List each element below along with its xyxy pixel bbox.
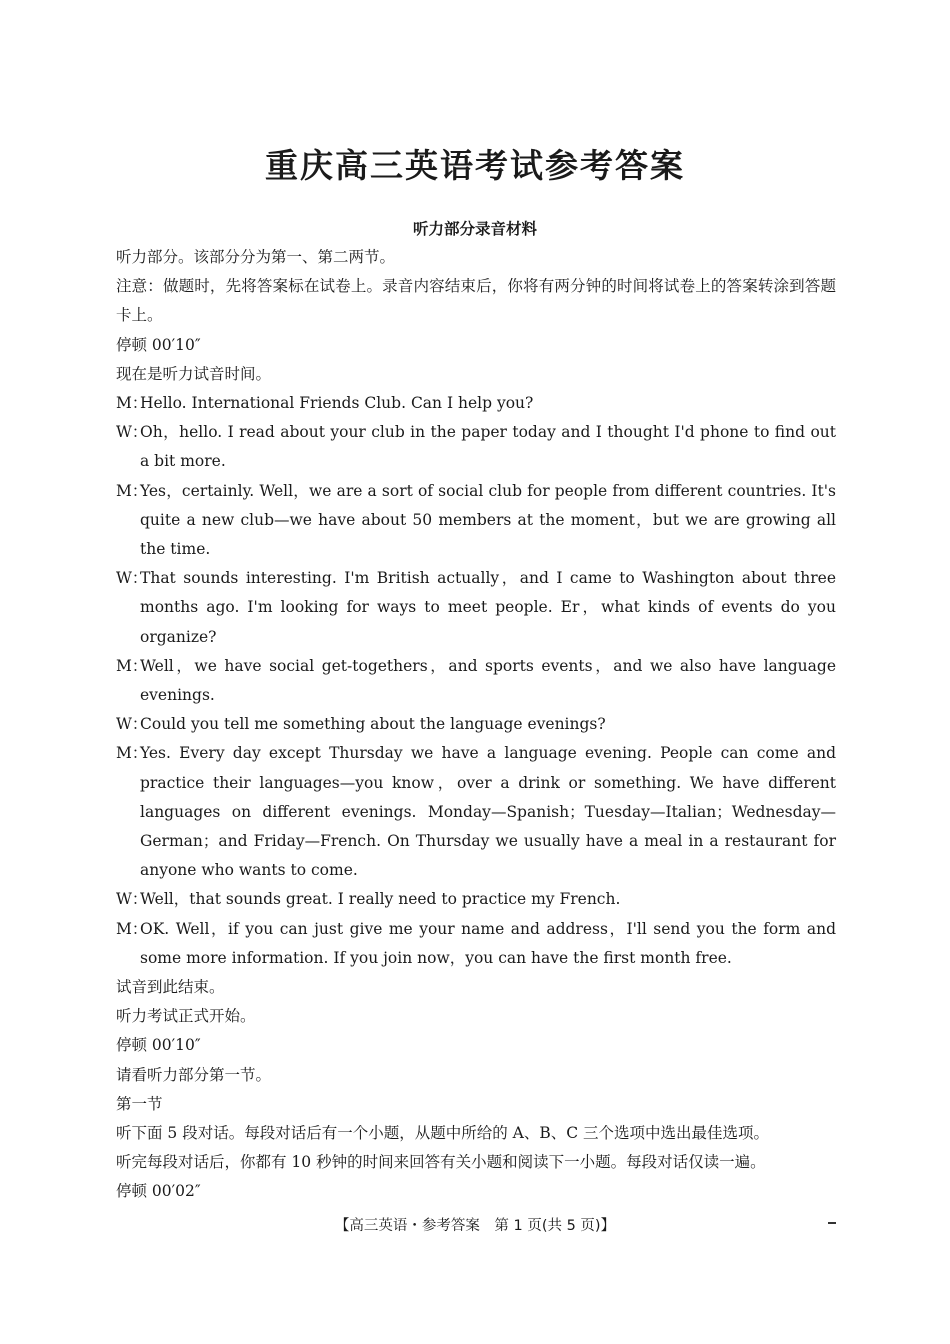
speaker-label: M： [116,919,148,938]
pause-line: 停顿 00′10″ [116,1036,201,1055]
dialogue-text: Yes，certainly. Well，we are a sort of social club for people from different countries. It's quite a new club—we have about 50 members at the moment，but we are growing all the time. [140,481,836,558]
outro-line: 请看听力部分第一节。 [116,1065,272,1084]
dialogue-turn [116,389,836,418]
pause-line: 停顿 00′10″ [116,335,201,354]
corner-mark [828,1222,836,1224]
page-footer: 【高三英语・参考答案 第 1 页(共 5 页)】 [334,1218,616,1234]
dialogue-turn [116,885,836,914]
speaker-label: W： [116,569,148,588]
section-subtitle: 听力部分录音材料 [412,220,537,238]
dialogue-turn [116,915,836,973]
document-body [116,243,836,1207]
dialogue-text: That sounds interesting. I'm British actually，and I came to Washington about three months ago. I'm looking for ways to meet people. Er，what kinds of events do you organize? [140,569,836,646]
instruction-line: 听完每段对话后，你都有 10 秒钟的时间来回答有关小题和阅读下一小题。每段对话仅读一遍。 [116,1153,766,1172]
dialogue-turn [116,652,836,710]
dialogue-text: Hello. International Friends Club. Can I help you? [140,393,534,412]
speaker-label: M： [116,481,148,500]
dialogue-text: OK. Well，if you can just give me your name and address，I'll send you the form and some more information. If you join now，you can have the first month free. [140,919,836,967]
speaker-label: M： [116,744,148,763]
dialogue-text: Well，that sounds great. I really need to practice my French. [140,890,621,909]
dialogue-turn [116,739,836,885]
outro-line: 试音到此结束。 [116,978,225,997]
dialogue-text: Yes. Every day except Thursday we have a language evening. People can come and practice their languages—you know，over a drink or something. We have different languages on different evenings. Monday—Spanish；Tuesday—Italian；Wednesday—German；and Friday—French. On Thursday we usually have a meal in a restaurant for anyone who wants to come. [140,744,836,880]
speaker-label: W： [116,890,148,909]
document-title: 重庆高三英语考试参考答案 [265,146,685,185]
speaker-label: W： [116,715,148,734]
section-heading: 第一节 [116,1094,163,1113]
intro-note: 注意：做题时，先将答案标在试卷上。录音内容结束后，你将有两分钟的时间将试卷上的答案转涂到答题卡上。 [116,277,836,325]
dialogue-text: Could you tell me something about the language evenings? [140,715,606,734]
intro-line: 听力部分。该部分分为第一、第二两节。 [116,248,396,266]
instruction-line: 听下面 5 段对话。每段对话后有一个小题，从题中所给的 A、B、C 三个选项中选出最佳选项。 [116,1123,770,1142]
dialogue-turn [116,418,836,476]
dialogue-turn [116,477,836,565]
pause-line: 停顿 00′02″ [116,1182,201,1201]
dialogue-text: Oh，hello. I read about your club in the paper today and I thought I'd phone to find out a bit more. [140,423,836,471]
dialogue-turn [116,710,836,739]
intro-line: 现在是听力试音时间。 [116,364,272,383]
speaker-label: M： [116,656,148,675]
dialogue-text: Well，we have social get-togethers，and sports events，and we also have language evenings. [140,656,836,704]
speaker-label: M： [116,393,148,412]
dialogue-turn [116,564,836,652]
speaker-label: W： [116,423,148,442]
outro-line: 听力考试正式开始。 [116,1007,256,1026]
